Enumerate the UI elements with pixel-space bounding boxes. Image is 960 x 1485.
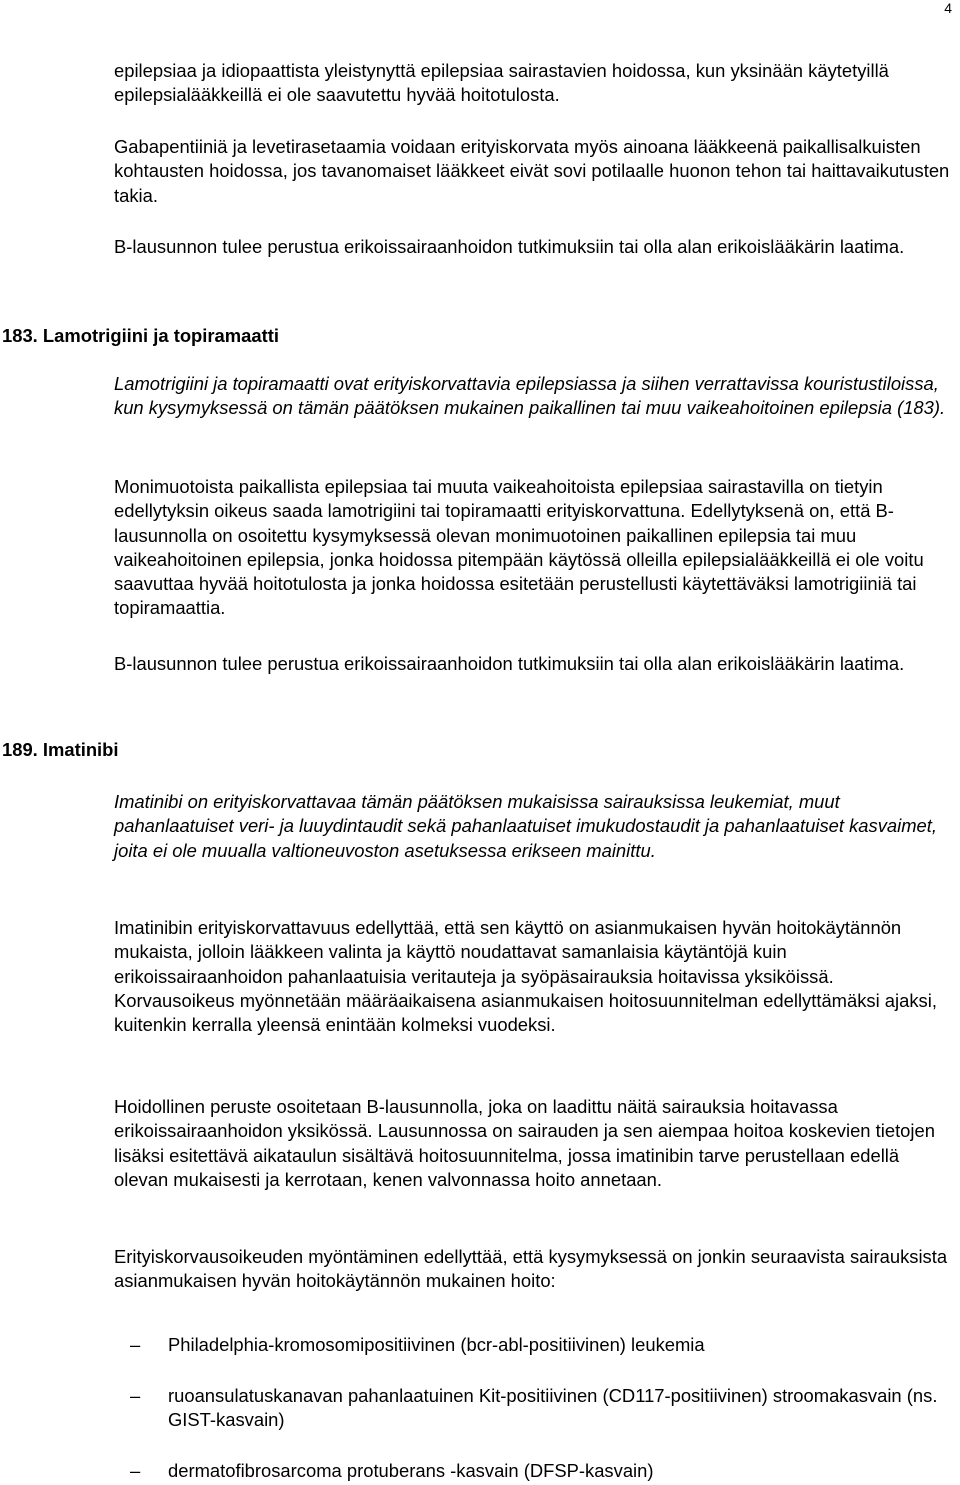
section-183-paragraph-3: B-lausunnon tulee perustua erikoissairaanhoidon tutkimuksiin tai olla alan erikoislääkärin laatima. (114, 653, 905, 674)
list-item-text: dermatofibrosarcoma protuberans -kasvain (DFSP-kasvain) (168, 1460, 654, 1481)
list-item (130, 1384, 956, 1433)
intro-paragraph-2: Gabapentiiniä ja levetirasetaamia voidaan erityiskorvata myös ainoana lääkkeenä paikallisalkuisten kohtausten hoidossa, jos tavanomaiset lääkkeet eivät sovi potilaalle huonon tehon tai haittavaikutusten takia. (114, 136, 950, 206)
intro-paragraph-1: epilepsiaa ja idiopaattista yleistynyttä epilepsiaa sairastavien hoidossa, kun yksinään käytetyillä epilepsialääkkeillä ei ole saavutettu hyvää hoitotulosta. (114, 60, 889, 106)
bullet-dash: – (130, 1460, 141, 1481)
section-183-paragraph-2: Monimuotoista paikallista epilepsiaa tai muuta vaikeahoitoista epilepsiaa sairastavilla on tietyin edellytyksin oikeus saada lamotrigiini tai topiramaatti erityiskorvattuna. Edellytyksenä on, että B-lausunnolla on osoitettu kysymyksessä olevan monimuotoinen paikallinen epilepsia tai muu vaikeahoitoinen epilepsia, jonka hoidossa pitempään käytössä olleilla epilepsialääkkeillä ei ole voitu saavuttaa hyvää hoitotulosta ja jonka hoidossa esitetään perustellusti käytettäväksi lamotrigiiniä tai topiramaattia. (114, 476, 924, 619)
section-183-heading: 183. Lamotrigiini ja topiramaatti (2, 325, 279, 346)
intro-paragraph-3: B-lausunnon tulee perustua erikoissairaanhoidon tutkimuksiin tai olla alan erikoislääkärin laatima. (114, 236, 905, 257)
section-183-intro-italic: Lamotrigiini ja topiramaatti ovat erityiskorvattavia epilepsiassa ja siihen verrattavissa kouristustiloissa, kun kysymyksessä on tämän päätöksen mukainen paikallinen tai muu vaikeahoitoinen epilepsia (183). (114, 373, 946, 419)
section-189-paragraph-3: Hoidollinen peruste osoitetaan B-lausunnolla, joka on laadittu näitä sairauksia hoitavassa erikoissairaanhoidon yksikössä. Lausunnossa on sairauden ja sen aiempaa hoitoa koskevien tietojen lisäksi esitettävä aikataulun sisältävä hoitosuunnitelma, jossa imatinibin tarve perustellaan edellä olevan mukaisesti ja kerrotaan, kenen valvonnassa hoito annetaan. (114, 1096, 935, 1190)
list-item (130, 1459, 956, 1483)
list-item-text: ruoansulatuskanavan pahanlaatuinen Kit-positiivinen (CD117-positiivinen) stroomakasvain (ns. GIST-kasvain) (168, 1385, 938, 1431)
bullet-dash: – (130, 1334, 141, 1355)
section-189-heading: 189. Imatinibi (2, 739, 119, 760)
section-189-intro-italic: Imatinibi on erityiskorvattavaa tämän päätöksen mukaisissa sairauksissa leukemiat, muut pahanlaatuiset veri- ja luuydintaudit sekä pahanlaatuiset imukudostaudit ja pahanlaatuiset kasvaimet, joita ei ole muualla valtioneuvoston asetuksessa erikseen mainittu. (114, 791, 937, 861)
bullet-dash: – (130, 1385, 141, 1406)
list-item-text: Philadelphia-kromosomipositiivinen (bcr-abl-positiivinen) leukemia (168, 1334, 705, 1355)
section-189-paragraph-2: Imatinibin erityiskorvattavuus edellyttää, että sen käyttö on asianmukaisen hyvän hoitokäytännön mukaista, jolloin lääkkeen valinta ja käyttö noudattavat samanlaisia käytäntöjä kuin erikoissairaanhoidon pahanlaatuisia veritauteja ja syöpäsairauksia hoitavissa yksiköissä. Korvausoikeus myönnetään määräaikaisena asianmukaisen hoitosuunnitelman edellyttämäksi ajaksi, kuitenkin kerralla yleensä enintään kolmeksi vuodeksi. (114, 917, 937, 1036)
section-189-paragraph-4: Erityiskorvausoikeuden myöntäminen edellyttää, että kysymyksessä on jonkin seuraavista sairauksista asianmukaisen hyvän hoitokäytännön mukainen hoito: (114, 1246, 948, 1292)
page-number: 4 (944, 0, 952, 16)
list-item (130, 1333, 956, 1357)
